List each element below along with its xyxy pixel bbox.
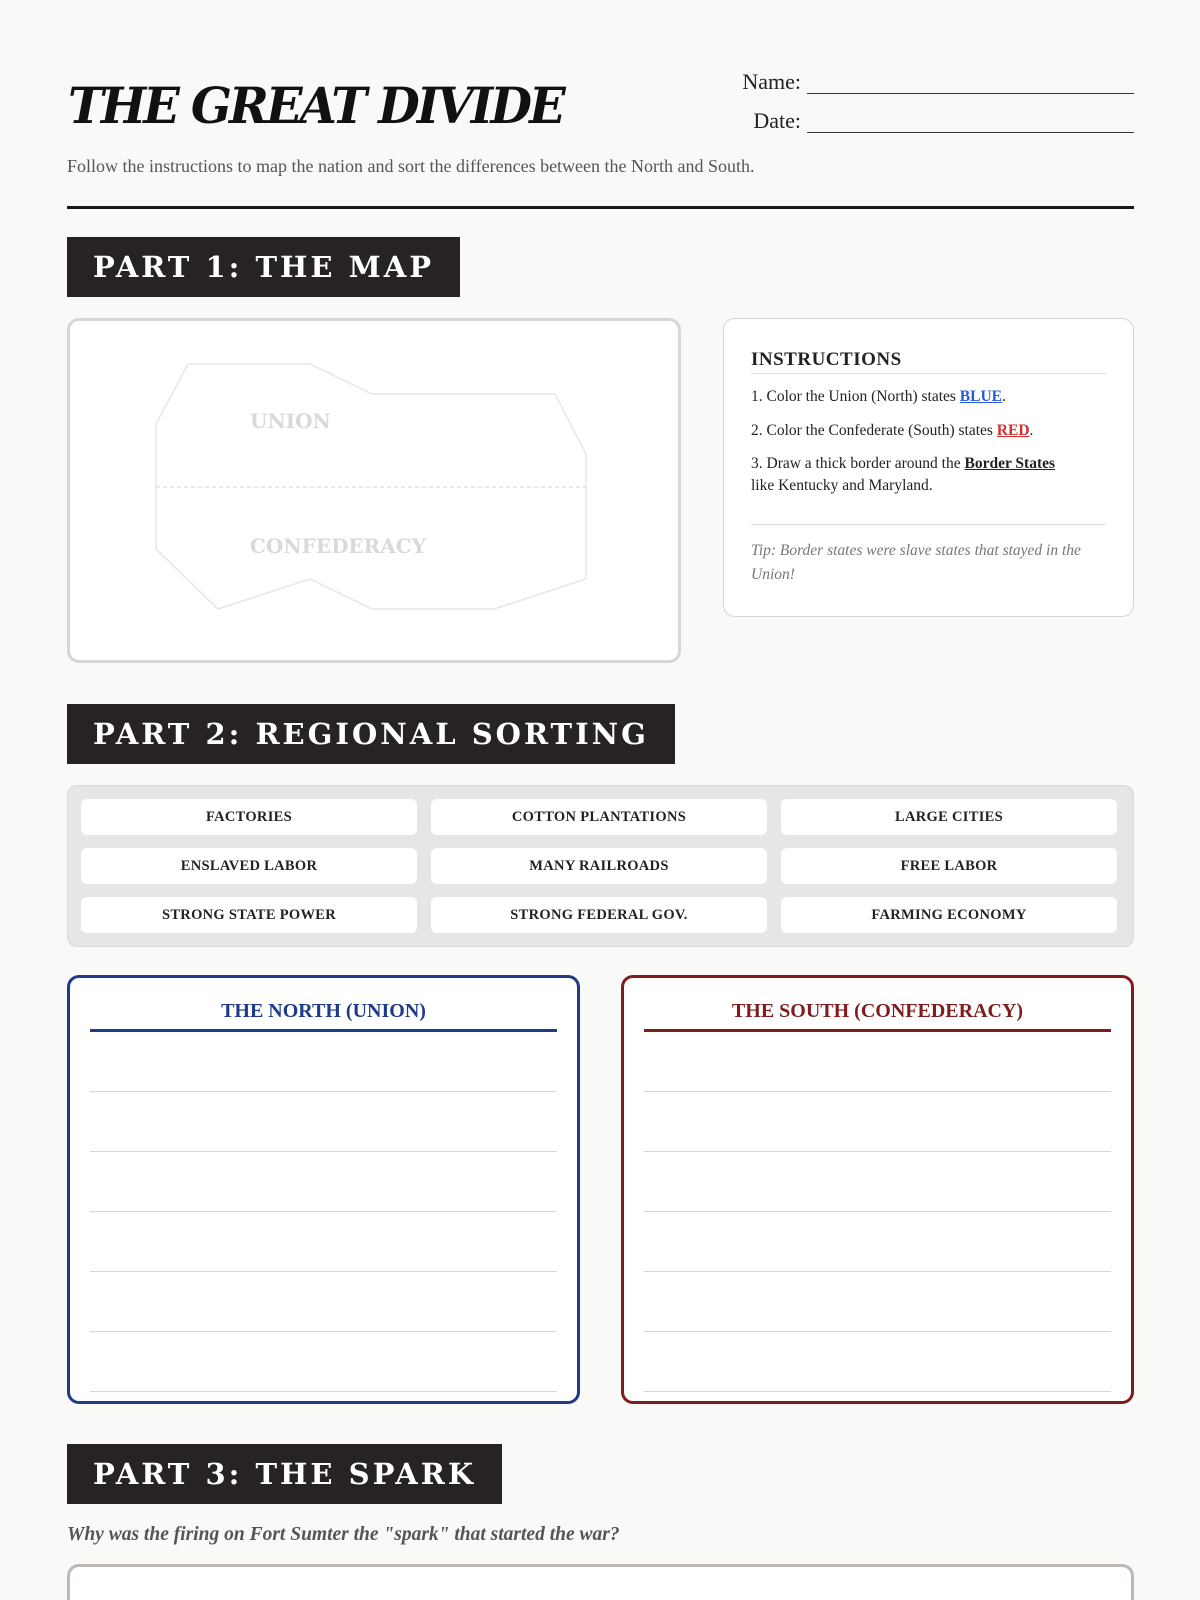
step3-suffix: like Kentucky and Maryland. [751, 477, 933, 494]
word-chip[interactable]: LARGE CITIES [781, 799, 1117, 835]
word-chip[interactable]: MANY RAILROADS [431, 848, 767, 884]
map-box[interactable] [67, 318, 681, 663]
instructions-heading: INSTRUCTIONS [751, 349, 1106, 374]
word-chip[interactable]: FREE LABOR [781, 848, 1117, 884]
part2-banner: PART 2: REGIONAL SORTING [67, 704, 675, 764]
step3-border-states: Border States [964, 455, 1056, 472]
part3-banner: PART 3: THE SPARK [67, 1444, 502, 1504]
south-sort-box[interactable] [621, 975, 1134, 1404]
us-map-outline[interactable] [70, 321, 684, 666]
north-sort-box[interactable] [67, 975, 580, 1404]
date-label: Date: [753, 108, 801, 133]
step2-text: 2. Color the Confederate (South) states [751, 422, 997, 439]
south-answer-line[interactable] [644, 1152, 1111, 1212]
instruction-step-1 [751, 386, 1106, 408]
north-heading: THE NORTH (UNION) [90, 1000, 557, 1032]
word-chip[interactable]: FARMING ECONOMY [781, 897, 1117, 933]
step1-text: 1. Color the Union (North) states [751, 388, 960, 405]
instruction-step-2 [751, 420, 1106, 442]
instruction-step-3 [751, 453, 1106, 497]
map-union-label: UNION [250, 409, 331, 433]
name-field[interactable] [742, 70, 1134, 94]
part1-banner: PART 1: THE MAP [67, 237, 460, 297]
map-confederacy-label: CONFEDERACY [250, 534, 426, 558]
worksheet-title: THE GREAT DIVIDE [68, 76, 563, 135]
word-chip[interactable]: COTTON PLANTATIONS [431, 799, 767, 835]
step1-color-word: BLUE [959, 388, 1003, 405]
south-answer-line[interactable] [644, 1332, 1111, 1392]
fort-sumter-answer-box[interactable] [67, 1564, 1134, 1600]
north-answer-line[interactable] [90, 1152, 557, 1212]
south-answer-line[interactable] [644, 1032, 1111, 1092]
north-answer-line[interactable] [90, 1032, 557, 1092]
north-answer-line[interactable] [90, 1092, 557, 1152]
header-divider [67, 206, 1134, 209]
date-field[interactable] [753, 109, 1134, 133]
north-answer-line[interactable] [90, 1272, 557, 1332]
word-bank [67, 785, 1134, 947]
name-label: Name: [742, 69, 801, 94]
date-blank-line[interactable] [807, 113, 1134, 133]
instructions-divider [751, 524, 1106, 525]
word-chip[interactable]: FACTORIES [81, 799, 417, 835]
subtitle: Follow the instructions to map the nation and sort the differences between the North and South. [67, 156, 755, 176]
instructions-card [723, 318, 1134, 617]
south-heading: THE SOUTH (CONFEDERACY) [644, 1000, 1111, 1032]
word-chip[interactable]: STRONG FEDERAL GOV. [431, 897, 767, 933]
step1-period: . [1002, 388, 1006, 405]
word-chip[interactable]: ENSLAVED LABOR [81, 848, 417, 884]
north-answer-line[interactable] [90, 1212, 557, 1272]
south-answer-line[interactable] [644, 1212, 1111, 1272]
instructions-tip: Tip: Border states were slave states that stayed in the Union! [751, 542, 1081, 583]
step2-period: . [1029, 422, 1034, 439]
step3-text: 3. Draw a thick border around the [751, 455, 965, 472]
fort-sumter-question: Why was the firing on Fort Sumter the "spark" that started the war? [67, 1524, 620, 1545]
south-answer-line[interactable] [644, 1092, 1111, 1152]
north-answer-line[interactable] [90, 1332, 557, 1392]
name-blank-line[interactable] [807, 74, 1134, 94]
step2-color-word: RED [996, 422, 1030, 439]
word-chip[interactable]: STRONG STATE POWER [81, 897, 417, 933]
south-answer-line[interactable] [644, 1272, 1111, 1332]
